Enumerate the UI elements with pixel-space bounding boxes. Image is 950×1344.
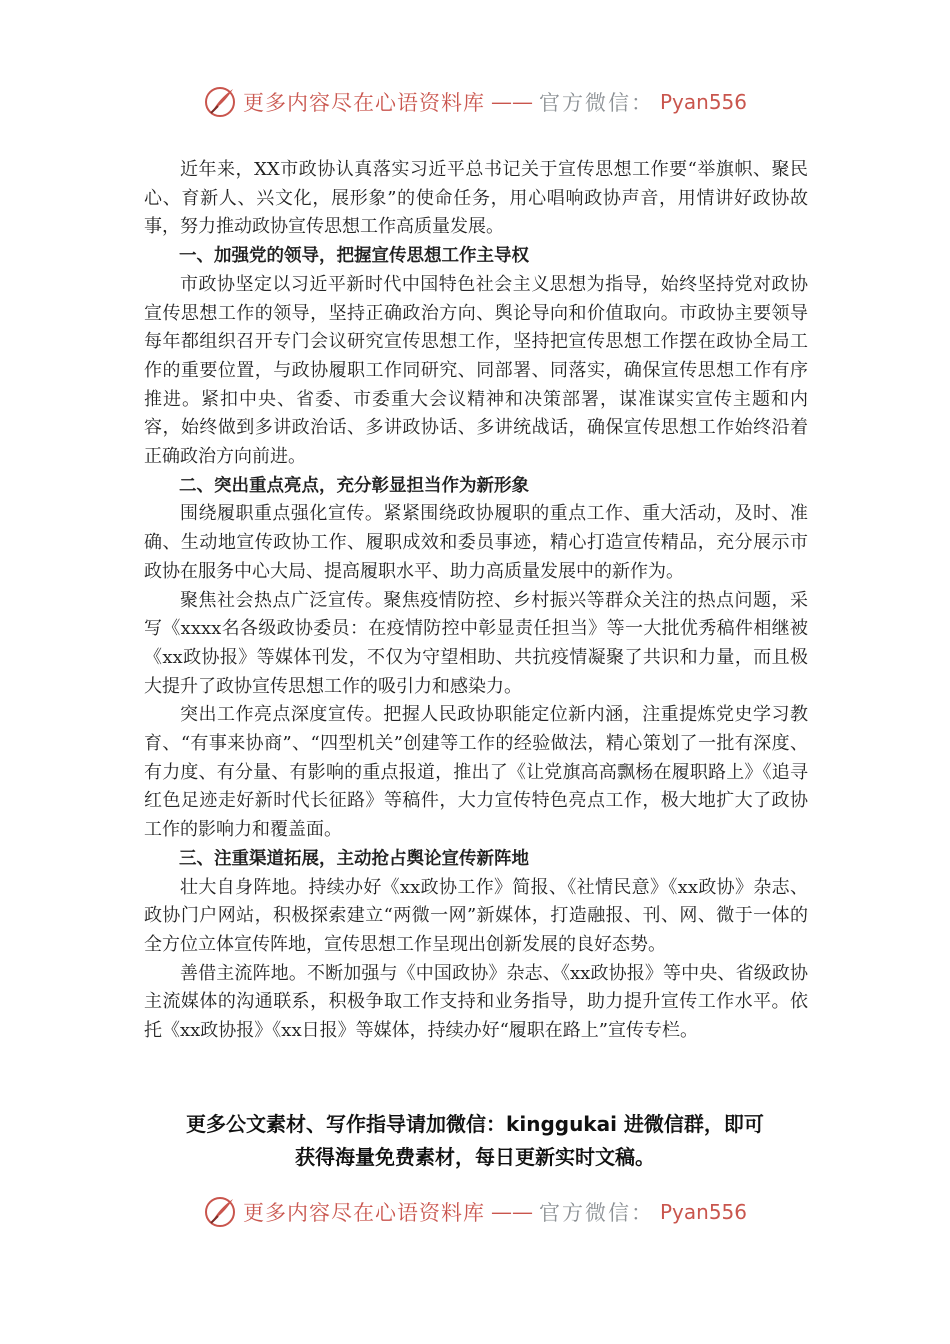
section-heading-3: 三、注重渠道拓展，主动抢占舆论宣传新阵地: [179, 848, 529, 869]
banner-brand: 官方微信：: [538, 1201, 654, 1225]
intro-paragraph: 近年来，XX市政协认真落实习近平总书记关于宣传思想工作要“举旗帜、聚民心、育新人、兴文化，展形象”的使命任务，用心唱响政协声音，用情讲好政协故事，努力推动政协宣传思想工作高质量发展。: [144, 159, 808, 238]
section-heading-1: 一、加强党的领导，把握宣传思想工作主导权: [179, 246, 529, 267]
section3-paragraph-1: 壮大自身阵地。持续办好《xx政协工作》简报、《社情民意》《xx政协》杂志、政协门户网站，积极探索建立“两微一网”新媒体，打造融报、刊、网、微于一体的全方位立体宣传阵地，宣传思想工作呈现出创新发展的良好态势。: [144, 876, 808, 955]
promo-block: [130, 1108, 820, 1174]
document-body: [144, 156, 808, 1046]
banner-slogan: 更多内容尽在心语资料库: [242, 91, 485, 115]
header-watermark-banner: [0, 80, 950, 124]
banner-inner: [203, 85, 747, 119]
section-heading-2: 二、突出重点亮点，充分彰显担当作为新形象: [179, 475, 529, 496]
banner-wechat-id: Pyan556: [659, 90, 747, 114]
section3-paragraph-2: 善借主流阵地。不断加强与《中国政协》杂志、《xx政协报》等中央、省级政协主流媒体的沟通联系，积极争取工作支持和业务指导，助力提升宣传工作水平。依托《xx政协报》《xx日报》等媒体，持续办好“履职在路上”宣传专栏。: [144, 962, 808, 1042]
section2-paragraph-3: 突出工作亮点深度宣传。把握人民政协职能定位新内涵，注重提炼党史学习教育、“有事来协商”、“四型机关”创建等工作的经验做法，精心策划了一批有深度、有力度、有分量、有影响的重点报道，推出了《让党旗高高飘杨在履职路上》《追寻红色足迹走好新时代长征路》等稿件，大力宣传特色亮点工作，极大地扩大了政协工作的影响力和覆盖面。: [144, 704, 808, 841]
section1-paragraph-1: 市政协坚定以习近平新时代中国特色社会主义思想为指导，始终坚持党对政协宣传思想工作的领导，坚持正确政治方向、舆论导向和价值取向。市政协主要领导每年都组织召开专门会议研究宣传思想工作，坚持把宣传思想工作摆在政协全局工作的重要位置，与政协履职工作同研究、同部署、同落实，确保宣传思想工作有序推进。紧扣中央、省委、市委重大会议精神和决策部署，谋准谋实宣传主题和内容，始终做到多讲政治话、多讲政协话、多讲统战话，确保宣传思想工作始终沿着正确政治方向前进。: [144, 273, 808, 468]
banner-brand: 官方微信：: [538, 91, 654, 115]
footer-watermark-banner: [0, 1190, 950, 1234]
banner-inner: [203, 1195, 747, 1229]
banner-separator: ——: [490, 90, 533, 114]
quill-logo-icon: [203, 1195, 237, 1229]
promo-line-1: 更多公文素材、写作指导请加微信：kinggukai 进微信群，即可: [186, 1112, 764, 1136]
banner-wechat-id: Pyan556: [659, 1200, 747, 1224]
banner-slogan: 更多内容尽在心语资料库: [242, 1201, 485, 1225]
banner-separator: ——: [490, 1200, 533, 1224]
section2-paragraph-2: 聚焦社会热点广泛宣传。聚焦疫情防控、乡村振兴等群众关注的热点问题，采写《xxxx名各级政协委员：在疫情防控中彰显责任担当》等一大批优秀稿件相继被《xx政协报》等媒体刊发，不仅为守望相助、共抗疫情凝聚了共识和力量，而且极大提升了政协宣传思想工作的吸引力和感染力。: [144, 589, 808, 697]
section2-paragraph-1: 围绕履职重点强化宣传。紧紧围绕政协履职的重点工作、重大活动，及时、准确、生动地宣传政协工作、履职成效和委员事迹，精心打造宣传精品，充分展示市政协在服务中心大局、提高履职水平、助力高质量发展中的新作为。: [144, 503, 808, 582]
promo-line-2: 获得海量免费素材，每日更新实时文稿。: [295, 1145, 655, 1169]
quill-logo-icon: [203, 85, 237, 119]
